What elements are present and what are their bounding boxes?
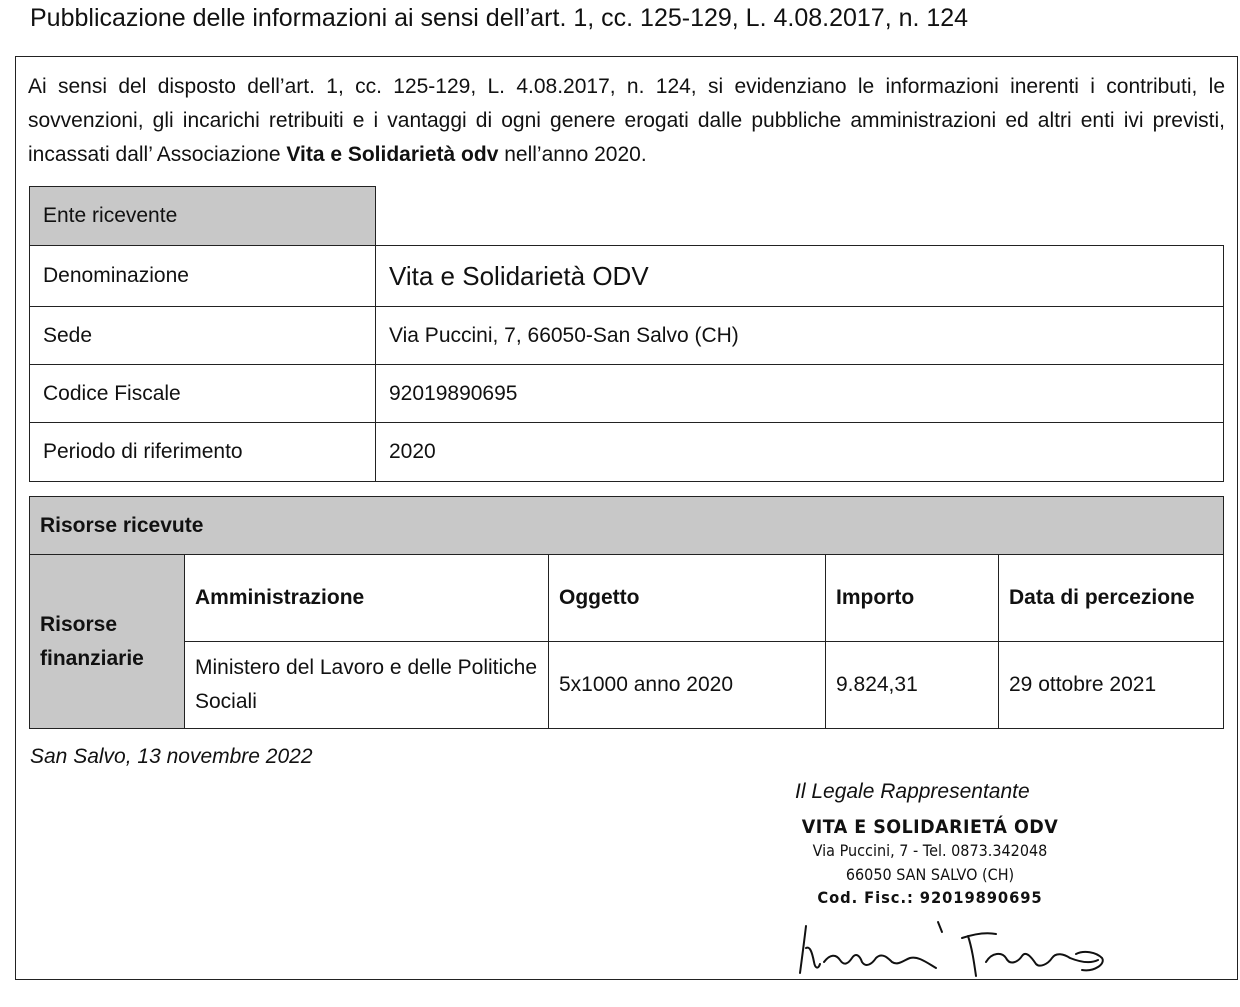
ente-header-blank (376, 187, 1224, 246)
association-stamp (782, 816, 1078, 907)
stamp-line-address: Via Puccini, 7 - Tel. 0873.342048 (812, 841, 1048, 860)
risorse-ricevute-table (29, 496, 1224, 729)
ente-ricevente-table (29, 186, 1224, 482)
intro-association-name: Vita e Solidarietà odv (286, 143, 499, 166)
cell-oggetto: 5x1000 anno 2020 (549, 642, 826, 729)
ente-label-sede: Sede (30, 307, 376, 365)
ente-value-sede: Via Puccini, 7, 66050-San Salvo (CH) (376, 307, 1224, 365)
handwritten-signature (790, 918, 1110, 980)
cell-data-percezione: 29 ottobre 2021 (999, 642, 1224, 729)
stamp-line-city: 66050 SAN SALVO (CH) (845, 865, 1015, 884)
ente-label-periodo: Periodo di riferimento (30, 423, 376, 482)
table-row (30, 642, 1224, 729)
intro-text-after: nell’anno 2020. (498, 143, 647, 166)
col-header-oggetto: Oggetto (549, 555, 826, 642)
page-title: Pubblicazione delle informazioni ai sensi dell’art. 1, cc. 125-129, L. 4.08.2017, n. 124 (30, 4, 969, 32)
ente-value-periodo: 2020 (376, 423, 1224, 482)
col-header-importo: Importo (826, 555, 999, 642)
ente-header: Ente ricevente (30, 187, 376, 246)
ente-value-denominazione: Vita e Solidarietà ODV (376, 246, 1224, 307)
intro-text-before: Ai sensi del disposto dell’art. 1, cc. 125-129, L. 4.08.2017, n. 124, si evidenziano le informazioni inerenti i contributi, le sovvenzioni, gli incarichi retribuiti e i vantaggi di ogni genere erogati dalle pubbliche amministrazioni ed altri enti ivi previsti, incassati dall’ Associazione (28, 75, 1225, 166)
intro-paragraph (28, 70, 1225, 172)
cell-importo: 9.824,31 (826, 642, 999, 729)
col-header-amministrazione: Amministrazione (185, 555, 549, 642)
risorse-side-label: Risorse finanziarie (30, 555, 185, 729)
ente-value-codice-fiscale: 92019890695 (376, 365, 1224, 423)
legal-representative-label: Il Legale Rappresentante (795, 780, 1030, 803)
stamp-line-fiscal-code: Cod. Fisc.: 92019890695 (817, 888, 1043, 907)
cell-amministrazione: Ministero del Lavoro e delle Politiche Sociali (185, 642, 549, 729)
col-header-data-percezione: Data di percezione (999, 555, 1224, 642)
ente-label-denominazione: Denominazione (30, 246, 376, 307)
risorse-header: Risorse ricevute (30, 497, 1224, 555)
place-date: San Salvo, 13 novembre 2022 (30, 745, 313, 768)
ente-label-codice-fiscale: Codice Fiscale (30, 365, 376, 423)
stamp-line-name: VITA E SOLIDARIETÁ ODV (801, 816, 1059, 838)
